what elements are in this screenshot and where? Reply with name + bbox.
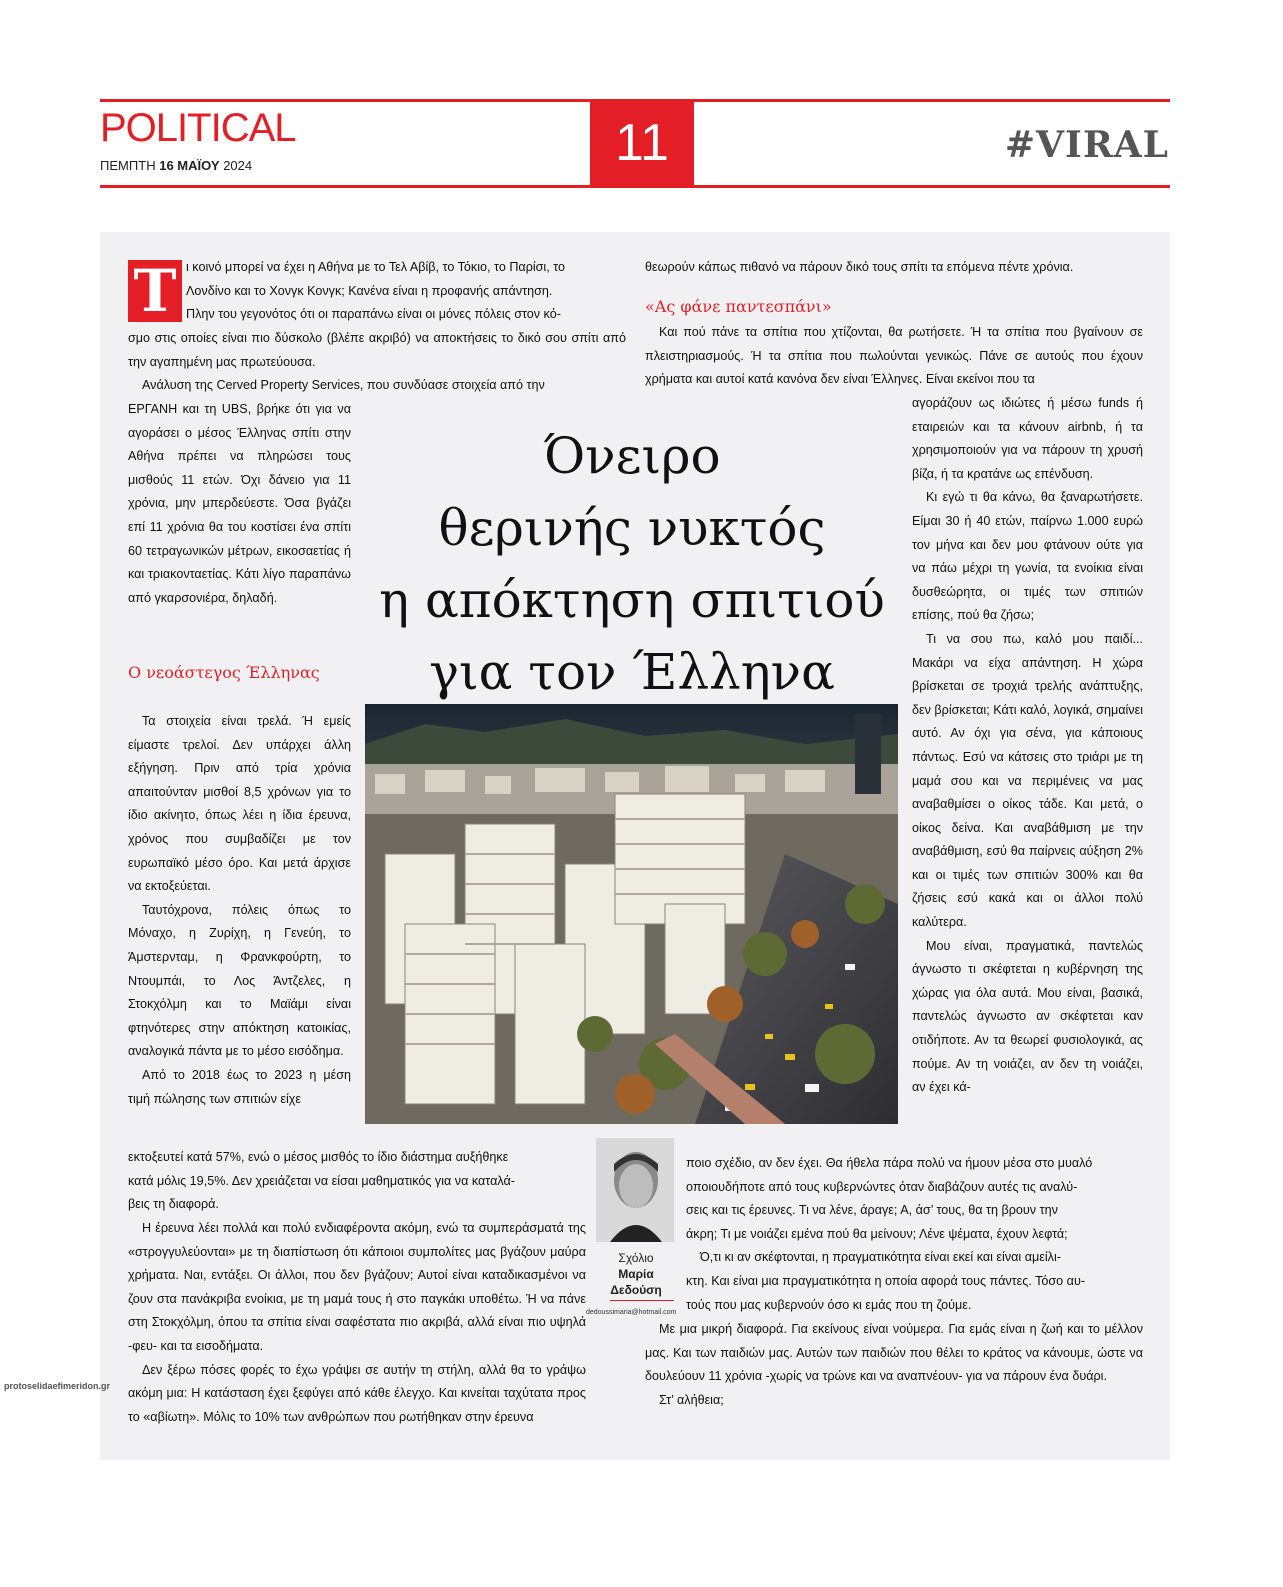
mid-line: οποιουδήποτε από τους κυβερνώντες όταν διαβάζουν αυτές τις αναλύ- xyxy=(686,1179,1078,1194)
mid-line: ποιο σχέδιο, αν δεν έχει. Θα ήθελα πάρα πολύ να ήμουν μέσα στο μυαλό xyxy=(686,1156,1093,1170)
drop-cap: Τ xyxy=(128,260,182,322)
mid-line: τούς που μας κυβερνούν όσο κι εμάς που τη ζούμε. xyxy=(686,1297,972,1312)
article-headline xyxy=(362,420,902,708)
mid-line: κτη. Και είναι μια πραγματικότητα η οποία αφορά τους πάντες. Τόσο αυ- xyxy=(686,1273,1086,1288)
column2-wide: Και πού πάνε τα σπίτια που χτίζονται, θα ρωτήσετε. Ή τα σπίτια που βγαίνουν σε πλειστηριασμούς. Ή τα σπίτια που πωλούνται γενικώς. Πάνε σε αυτούς που έχουν χρήματα και αυτοί κατά κανόνα δεν είναι Έλληνες. Είναι εκείνοι που τα xyxy=(645,325,1143,387)
author-last-name: Δεδούση xyxy=(610,1283,662,1297)
mid-line: άκρη; Τι με νοιάζει εμένα πού θα μείνουν; Λένε ψέματα, έχουν λεφτά; xyxy=(686,1226,1068,1241)
author-email[interactable]: dedoussimaria@hotmail.com xyxy=(586,1309,677,1316)
watermark: protoselidaefimeridon.gr xyxy=(4,1381,111,1391)
headline-line: για τον Έλληνα xyxy=(429,643,835,701)
issue-date xyxy=(100,158,252,173)
column1-text: ΕΡΓΑΝΗ και τη UBS, βρήκε ότι για να αγοράσει ο μέσος Έλληνας σπίτι στην Αθήνα πρέπει να πληρώσει τους μισθούς 11 ετών. Όχι δάνειο για 11 χρόνια, μην μπερδεύεστε. Όσα βγάζει επί 11 χρόνια θα του κοστίσει ένα σπίτι 60 τετραγωνικών μέτρων, εικοσαετίας ή και τριακονταετίας. Κάτι λίγο παραπάνω από γκαρσονιέρα, δηλαδή. xyxy=(128,402,351,605)
headline-line: η απόκτηση σπιτιού xyxy=(379,571,885,629)
author-byline xyxy=(598,1250,674,1298)
column2-top: θεωρούν κάπως πιθανό να πάρουν δικό τους σπίτι τα επόμενα πέντε χρόνια. xyxy=(645,260,1074,274)
bottom-line: βεις τη διαφορά. xyxy=(128,1197,219,1212)
column2-mid xyxy=(686,1152,1143,1317)
bottom-left-paragraphs: Η έρευνα λέει πολλά και πολύ ενδιαφέροντα ακόμη, ενώ τα συμπεράσματά της «στρογγυλεύονται» με τη διαπίστωση ότι κάποιοι συμπολίτες μας βγάζουν μαύρα χρήματα. Ναι, εντάξει. Οι άλλοι, που δεν βγάζουν; Αυτοί είναι καταδικασμένοι να ζουν στα πανάκριβα ενοίκια, με τη μαμά τους ή στο παγκάκι υποθέτω. Ή να πάνε στη Στοκχόλμη, όπου τα σπίτια είναι σαφέστατα πιο ακριβά, αλλά είναι πιο υψηλά -φευ- και τα εισοδήματα. Δεν ξέρω πόσες φορές το έχω γράψει σε αυτήν τη στήλη, αλλά θα το γράψω ακόμη μια: Η κατάσταση έχει ξεφύγει από κάθε έλεγχο. Και κινείται ταχύτατα προς το «αβίωτη». Μόλις το 10% των ανθρώπων που ρωτήθηκαν στην έρευνα xyxy=(128,1221,586,1424)
date-day-month: 16 ΜΑΪΟΥ xyxy=(159,158,220,173)
byline-label: Σχόλιο xyxy=(618,1251,654,1265)
mid-line: σεις και τις έρευνες. Τι να λένε, άραγε; Α, άσ’ τους, θα τη βρουν την xyxy=(686,1203,1058,1218)
date-weekday: ΠΕΜΠΤΗ xyxy=(100,158,156,173)
author-photo xyxy=(596,1138,674,1242)
intro-paragraph: σμο στις οποίες είναι πιο δύσκολο (βλέπε ακριβό) να αποκτήσεις το δικό σου σπίτι από την αγαπημένη μας πρωτεύουσα. Ανάλυση της Cerved Property Services, που συνδύασε στοιχεία από την xyxy=(128,331,626,393)
section-label: #VIRAL xyxy=(1004,124,1169,166)
bottom-line: κατά μόλις 19,5%. Δεν χρειάζεται να είσαι μαθηματικός για να καταλά- xyxy=(128,1173,515,1188)
author-first-name: Μαρία xyxy=(618,1267,654,1281)
intro-line: Λονδίνο και το Χονγκ Κονγκ; Κανένα είναι η προφανής απάντηση. xyxy=(186,283,553,298)
column1-body: Τα στοιχεία είναι τρελά. Ή εμείς είμαστε τρελοί. Δεν υπάρχει άλλη εξήγηση. Πριν από τρία χρόνια απαιτούνταν μισθοί 8,5 χρόνων για το ίδιο ακίνητο, όπως λέει η ίδια έρευνα, χρόνος που συμβαδίζει με τον ευρωπαϊκό μέσο όρο. Και μετά άρχισε να εκτοξεύεται. Ταυτόχρονα, πόλεις όπως το Μόναχο, η Ζυρίχη, η Γενεύη, το Άμστερνταμ, η Φρανκφούρτη, το Ντουμπάι, το Λος Άντζελες, η Στοκχόλμη και το Μαϊάμι είναι φτηνότερες στην απόκτηση κατοικίας, αναλογικά πάντα με το μέσο εισόδημα. Από το 2018 έως το 2023 η μέση τιμή πώλησης των σπιτιών είχε xyxy=(128,714,351,1106)
subhead-pantespani: «Ας φάνε παντεσπάνι» xyxy=(645,297,832,316)
intro-first-lines xyxy=(186,256,626,327)
column2-end: Με μια μικρή διαφορά. Για εκείνους είναι νούμερα. Για εμάς είναι η ζωή και το μέλλον μας. Και των παιδιών μας. Αυτών των παιδιών που θέλει το κράτος να κάνουμε, ώστε να δουλεύουν 11 χρόνια -χωρίς να τρώνε και να αναπνέουν- για να πάρουν ένα δυάρι. Στ’ αλήθεια; xyxy=(645,1322,1143,1407)
athens-cityscape-photo xyxy=(365,704,898,1124)
mid-line: Ό,τι κι αν σκέφτονται, η πραγματικότητα είναι εκεί και είναι αμείλι- xyxy=(700,1250,1061,1265)
bottom-left-lines xyxy=(128,1146,586,1217)
headline-line: Όνειρο xyxy=(543,427,721,485)
subhead-neoastegos: Ο νεοάστεγος Έλληνας xyxy=(128,663,320,682)
column2-narrow: αγοράζουν ως ιδιώτες ή μέσω funds ή εταιρειών και τα κάνουν airbnb, ή τα χρησιμοποιούν για να πάρουν τη χρυσή βίζα, ή τα κρατάνε ως επένδυση. Κι εγώ τι θα κάνω, θα ξαναρωτήσετε. Είμαι 30 ή 40 ετών, παίρνω 1.000 ευρώ τον μήνα και δεν μου φτάνουν ούτε για να πάω μέχρι τη γωνία, τα ενοίκια είναι δυσθεώρητα, οι τιμές των σπιτιών επίσης, πού θα ζήσω; Τι να σου πω, καλό μου παιδί... Μακάρι να είχα απάντηση. Η χώρα βρίσκεται σε τροχιά τρελής ανάπτυξης, δεν βρίσκεται; Κάτι καλό, λογικά, σημαίνει αυτό. Αν όχι για σένα, για κάποιους πάντως. Εσύ να κάτσεις στο τριάρι με τη μαμά σου και να περιμένεις να μας αναβαθμίσει ο οίκος τάδε. Και μετά, ο οίκος δείνα. Και αναβάθμιση με την αναβάθμιση, εσύ θα παίρνεις αύξηση 2% και οι τιμές των σπιτιών 300% και θα ζήσεις εσύ κακά και οι άλλοι πολύ καλύτερα. Μου είναι, πραγματικά, παντελώς άγνωστο τι σκέφτεται η κυβέρνηση της χώρας για όλα αυτά. Μου είναι, βασικά, παντελώς άγνωστο αν σκέφτεται καν οτιδήποτε. Αν τα θεωρεί φυσιολογικά, ας πούμε. Αν τη νοιάζει, αν δεν τη νοιάζει, αν έχει κά- xyxy=(912,396,1143,1095)
intro-line: Πλην του γεγονότος ότι οι παραπάνω είναι οι μόνες πόλεις στον κό- xyxy=(186,307,561,322)
headline-line: θερινής νυκτός xyxy=(438,499,826,557)
date-year: 2024 xyxy=(223,158,253,173)
bottom-line: εκτοξευτεί κατά 57%, ενώ ο μέσος μισθός το ίδιο διάστημα αυξήθηκε xyxy=(128,1150,509,1164)
author-rule xyxy=(610,1300,674,1301)
publication-brand: POLITICAL xyxy=(100,106,296,150)
intro-line: ι κοινό μπορεί να έχει η Αθήνα με το Τελ Αβίβ, το Τόκιο, το Παρίσι, το xyxy=(186,260,566,274)
page-number: 11 xyxy=(590,100,694,186)
